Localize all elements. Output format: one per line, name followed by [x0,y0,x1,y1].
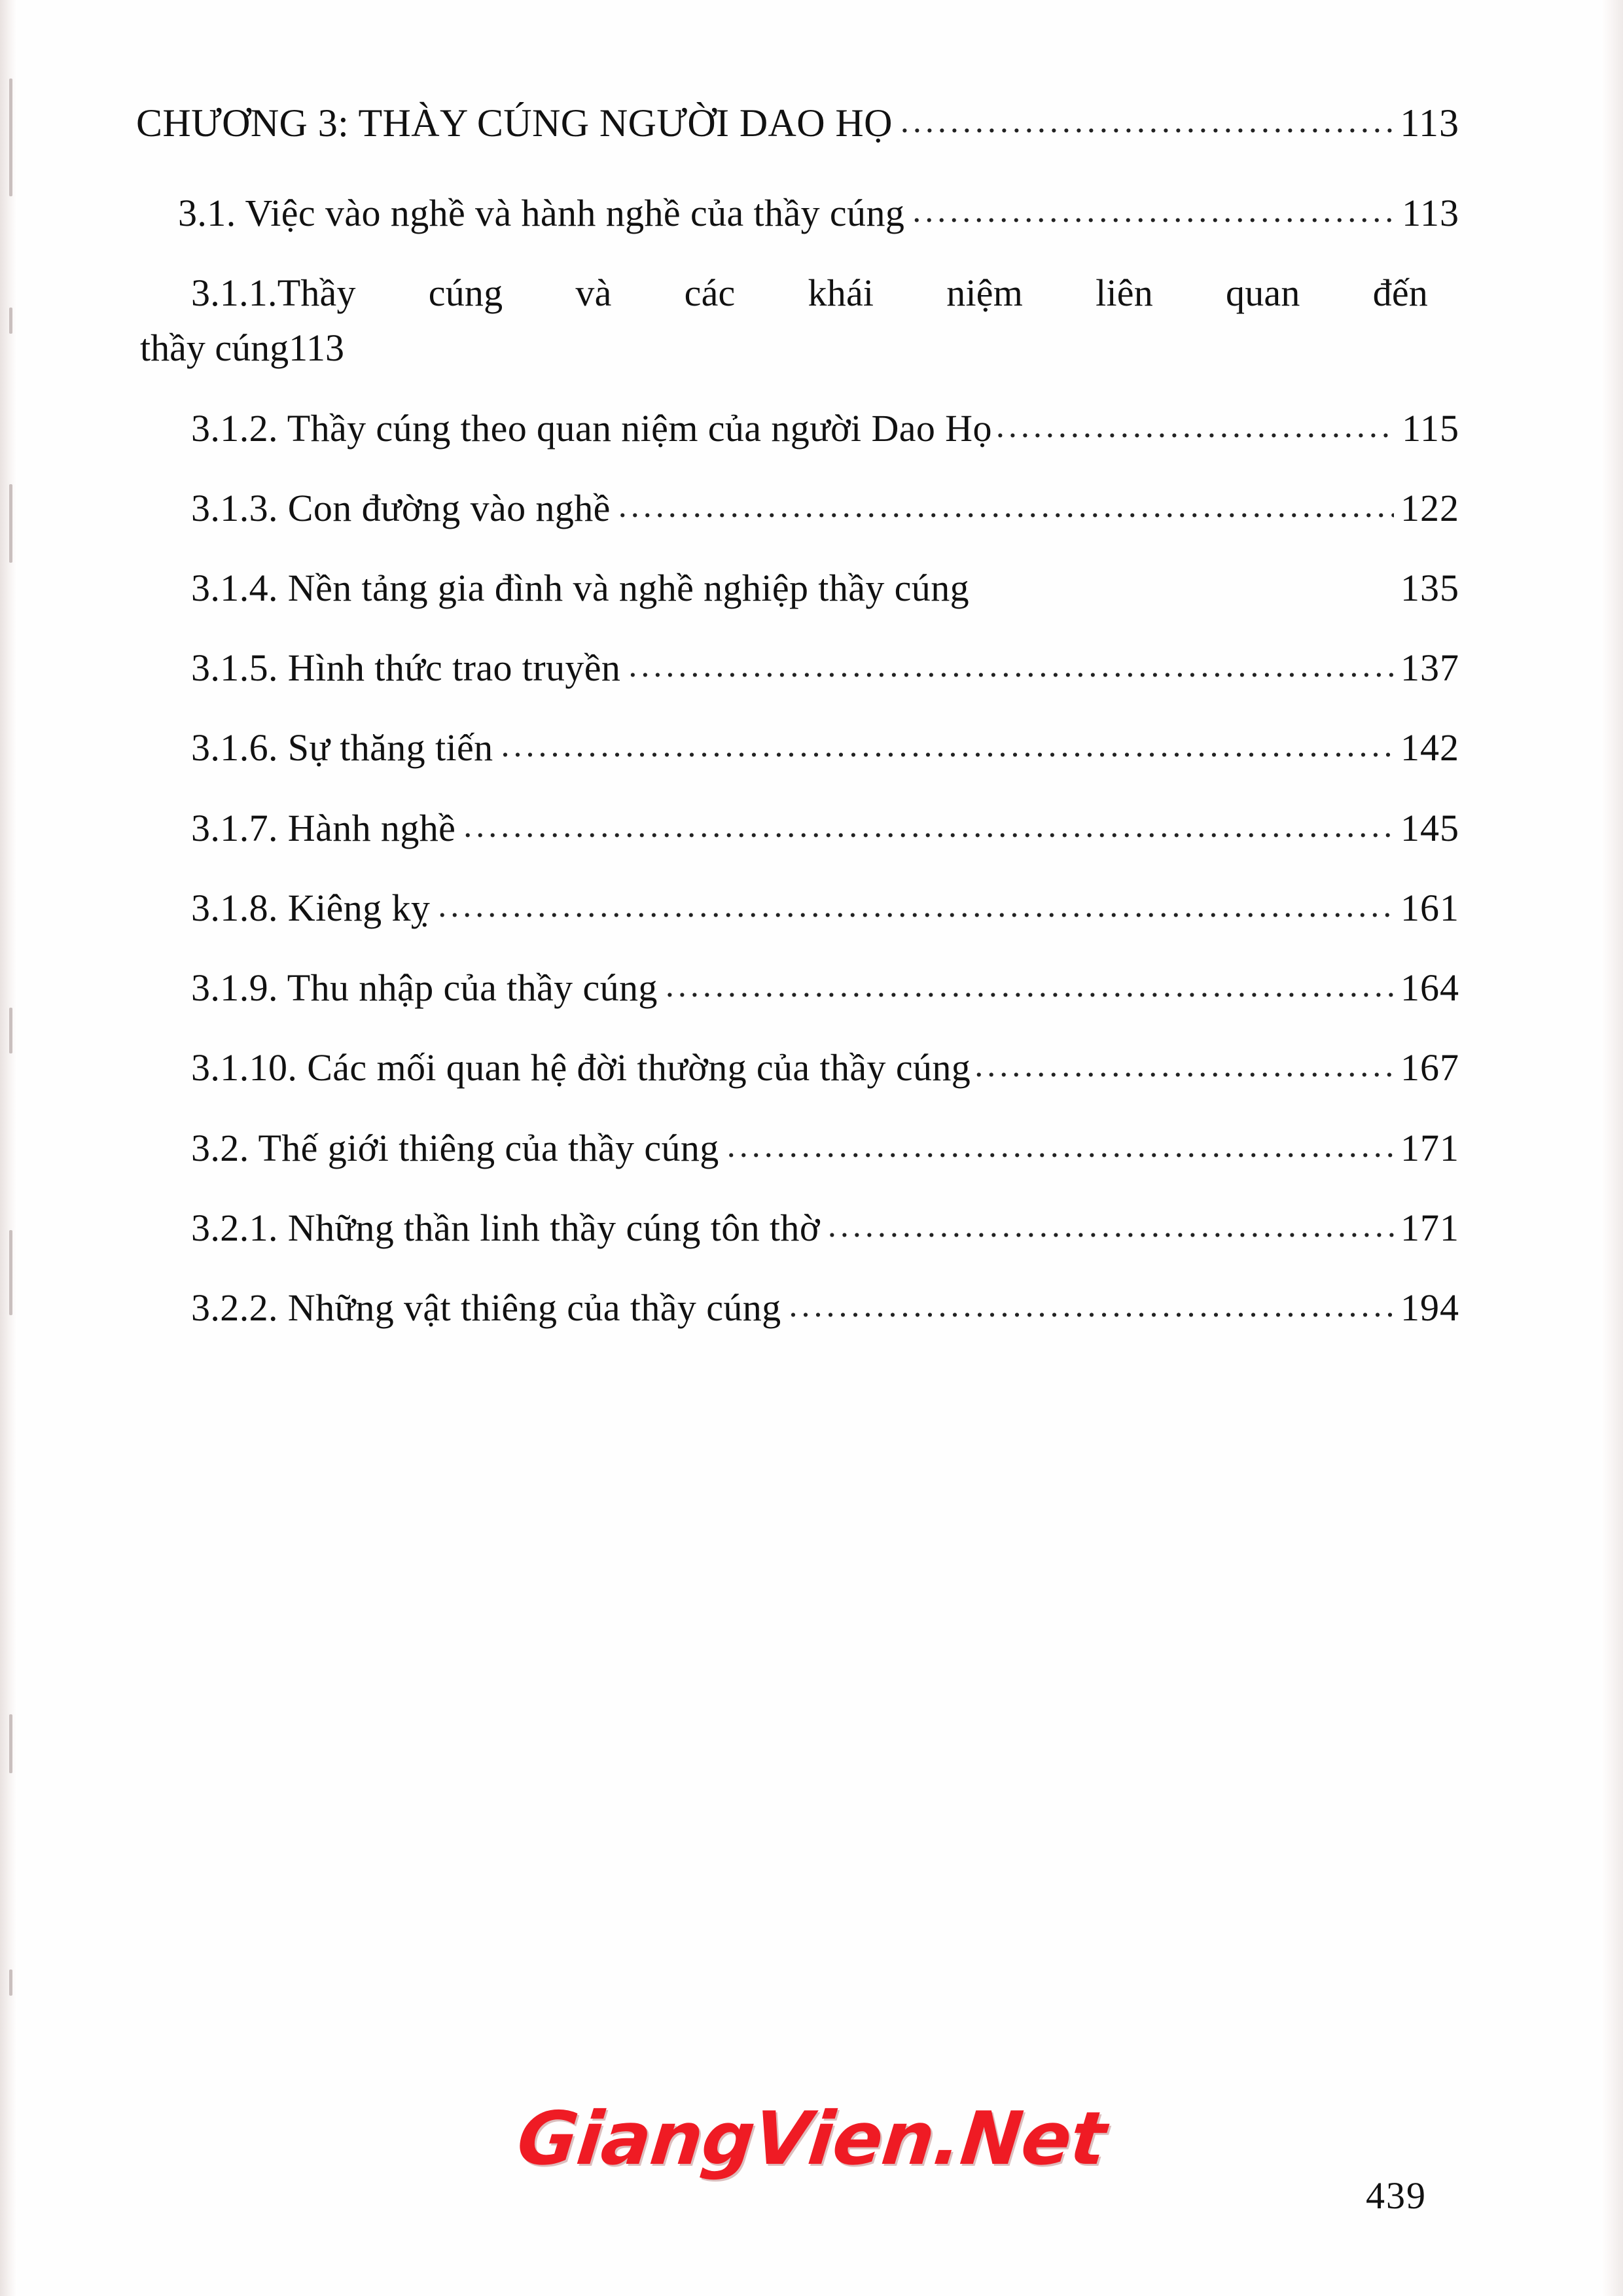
toc-leader-dots [438,885,1394,928]
toc-leader-dots [789,1284,1394,1328]
toc-entry-page: 113 [1402,191,1459,234]
toc-leader-dots [618,485,1394,529]
toc-entry[interactable] [191,644,1459,692]
toc-entry-page: 145 [1400,806,1459,849]
toc-entry[interactable] [191,1044,1459,1092]
toc-entry-page: 113 [1400,101,1459,145]
toc-entry-label: 3.1.8. Kiêng kỵ [191,886,431,929]
toc-entry-label-line1: 3.1.1.Thầy cúng và các khái niệm liên quan đến [191,272,1428,315]
toc-entry-label: 3.2. Thế giới thiêng của thầy cúng [191,1126,719,1169]
page-right-edge-artifact [1601,0,1623,2296]
toc-leader-dots [912,190,1395,234]
toc-entry[interactable] [191,1284,1459,1332]
toc-leader-dots [828,1205,1394,1248]
toc-leader-dots [463,805,1394,849]
watermark: GiangVien.Net [513,2096,1110,2181]
toc-entry-page: 194 [1400,1286,1459,1330]
toc-entry[interactable] [191,884,1459,932]
page-left-edge-artifact [0,0,17,2296]
toc-entry-page: 137 [1400,646,1459,690]
toc-leader-dots [501,724,1394,768]
toc-entry-label: 3.1.9. Thu nhập của thầy cúng [191,966,658,1010]
toc-leader-dots [974,1044,1394,1088]
toc-entry-label: 3.1.5. Hình thức trao truyền [191,646,621,690]
table-of-contents [136,98,1459,1364]
toc-entry-label: CHƯƠNG 3: THÀY CÚNG NGƯỜI DAO HỌ [136,101,893,145]
toc-entry[interactable] [191,804,1459,853]
toc-entry-page: 135 [1400,566,1459,609]
toc-entry[interactable] [191,404,1459,453]
toc-entry-label: 3.1.2. Thầy cúng theo quan niệm của người Dao Họ [191,406,992,450]
spine-marks [9,0,14,2296]
toc-chapter-entry[interactable] [136,98,1459,149]
toc-entry[interactable] [191,964,1459,1012]
toc-entry-label: 3.1.7. Hành nghề [191,806,456,849]
toc-entry-label: 3.1.6. Sự thăng tiến [191,726,493,769]
toc-entry[interactable] [178,189,1459,238]
toc-entry-label: 3.1. Việc vào nghề và hành nghề của thầy cúng [178,191,905,234]
toc-entry-page: 161 [1400,886,1459,929]
toc-entry[interactable] [140,269,1459,372]
toc-entry-label-line2: thầy cúng [140,327,289,370]
toc-entry[interactable] [191,1124,1459,1173]
toc-entry-label: 3.1.4. Nền tảng gia đình và nghề nghiệp thầy cúng [191,566,970,609]
toc-entry-page: 122 [1400,486,1459,529]
toc-entry[interactable] [191,1204,1459,1252]
toc-entry-label: 3.1.3. Con đường vào nghề [191,486,611,529]
toc-entry[interactable] [191,484,1459,533]
toc-entry[interactable] [191,564,1459,612]
toc-entry-label: 3.2.1. Những thần linh thầy cúng tôn thờ [191,1206,820,1249]
toc-entry[interactable] [191,724,1459,772]
toc-entry-page: 142 [1400,726,1459,769]
toc-leader-dots [996,405,1395,449]
toc-entry-page: 164 [1400,966,1459,1010]
toc-entry-page: 167 [1400,1046,1459,1089]
toc-entry-page: 115 [1402,406,1459,450]
toc-leader-dots [727,1125,1394,1169]
toc-entry-page: 171 [1400,1206,1459,1249]
toc-leader-dots [628,645,1394,688]
toc-entry-page: 171 [1400,1126,1459,1169]
toc-entry-label: 3.1.10. Các mối quan hệ đời thường của thầy cúng [191,1046,971,1089]
page-number: 439 [1366,2174,1427,2217]
toc-leader-dots [666,964,1394,1008]
toc-entry-page: 113 [289,327,344,370]
toc-entry-label: 3.2.2. Những vật thiêng của thầy cúng [191,1286,781,1330]
toc-leader-dots [901,100,1393,144]
